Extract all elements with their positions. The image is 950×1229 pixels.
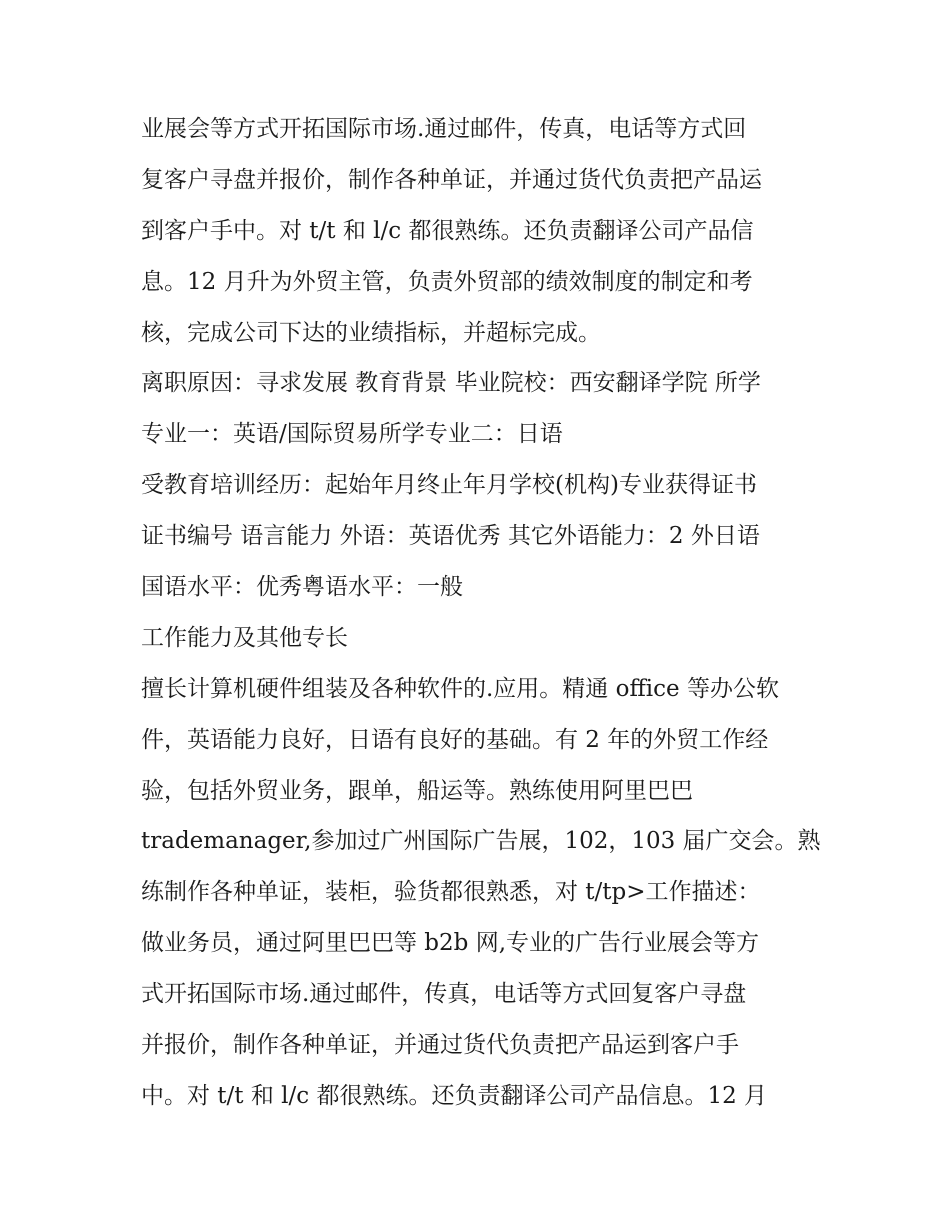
- text-line: 并报价，制作各种单证，并通过货代负责把产品运到客户手: [141, 1032, 739, 1059]
- text-line: 证书编号 语言能力 外语：英语优秀 其它外语能力：2 外日语: [141, 523, 760, 550]
- text-line: 受教育培训经历：起始年月终止年月学校(机构)专业获得证书: [141, 472, 757, 499]
- section-heading: 工作能力及其他专长: [141, 624, 348, 651]
- text-line: 式开拓国际市场.通过邮件，传真，电话等方式回复客户寻盘: [141, 981, 747, 1008]
- text-line: 离职原因：寻求发展 教育背景 毕业院校：西安翻译学院 所学: [141, 370, 761, 397]
- text-line: 业展会等方式开拓国际市场.通过邮件，传真，电话等方式回: [141, 116, 747, 142]
- text-line: 复客户寻盘并报价，制作各种单证，并通过货代负责把产品运: [141, 166, 762, 193]
- text-line: 专业一：英语/国际贸易所学专业二：日语: [141, 421, 563, 448]
- text-line: 件，英语能力良好，日语有良好的基础。有 2 年的外贸工作经: [141, 726, 769, 753]
- text-line: 息。12 月升为外贸主管，负责外贸部的绩效制度的制定和考: [141, 268, 753, 295]
- text-line: 练制作各种单证，装柜，验货都很熟悉，对 t/tp>工作描述：: [141, 879, 761, 906]
- text-line: 中。对 t/t 和 l/c 都很熟练。还负责翻译公司产品信息。12 月: [141, 1082, 768, 1109]
- text-line: 到客户手中。对 t/t 和 l/c 都很熟练。还负责翻译公司产品信: [141, 217, 754, 244]
- text-line: 做业务员，通过阿里巴巴等 b2b 网,专业的广告行业展会等方: [141, 930, 760, 957]
- text-line: 核，完成公司下达的业绩指标，并超标完成。: [141, 319, 601, 346]
- text-line: 验，包括外贸业务，跟单，船运等。熟练使用阿里巴巴: [141, 777, 693, 804]
- text-line: 擅长计算机硬件组装及各种软件的.应用。精通 office 等办公软: [141, 675, 779, 702]
- resume-text-block: [141, 104, 831, 1122]
- text-line: trademanager,参加过广州国际广告展，102，103 届广交会。熟: [141, 828, 821, 855]
- text-line: 国语水平：优秀粤语水平：一般: [141, 574, 463, 601]
